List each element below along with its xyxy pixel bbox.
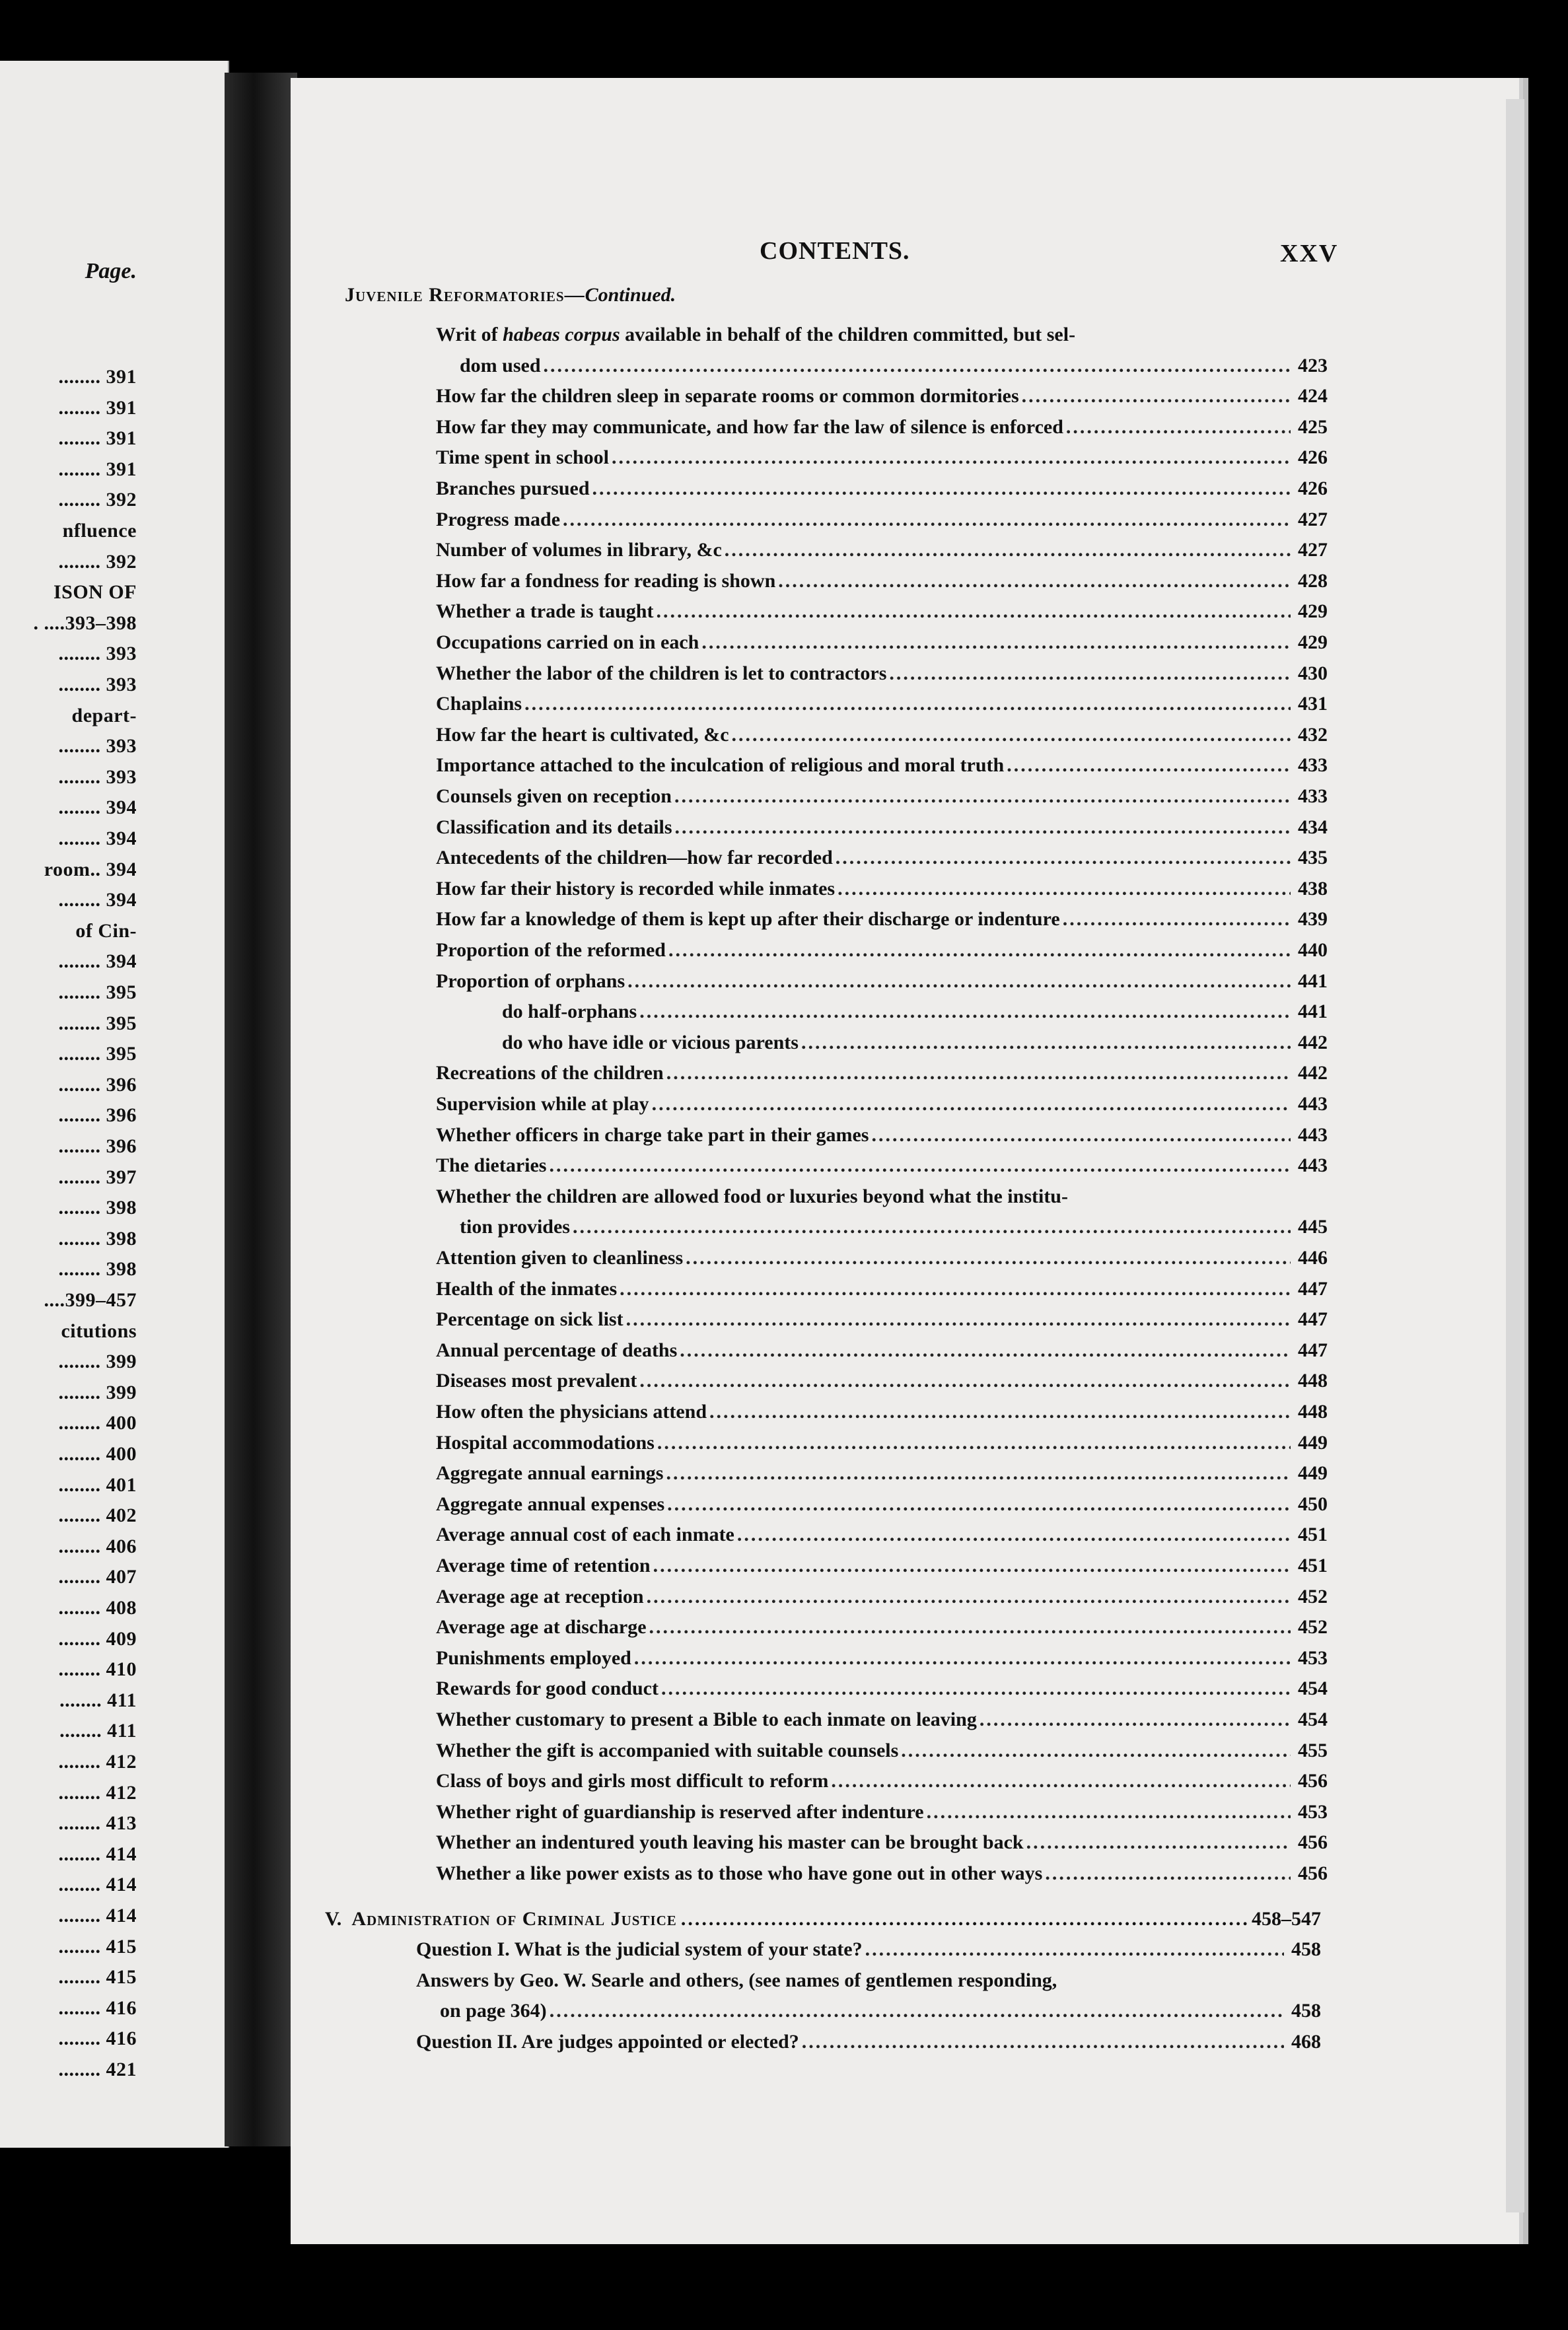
toc-entry-page: 448 — [1298, 1370, 1328, 1392]
left-page-line: ........ 415 — [58, 1966, 137, 1989]
leader-dots — [627, 970, 1291, 993]
toc-entry-page: 455 — [1298, 1739, 1328, 1761]
section-heading-continued: Continued. — [585, 284, 676, 306]
toc-entry-page: 442 — [1298, 1062, 1328, 1084]
left-page-line: ........ 411 — [59, 1689, 137, 1711]
toc-entry — [436, 1862, 1328, 1885]
toc-entry-page: 451 — [1298, 1555, 1328, 1576]
section-v-heading — [325, 1908, 1321, 1930]
left-page-line: ........ 391 — [58, 396, 137, 419]
toc-entry — [436, 1062, 1328, 1084]
toc-entry-page: 452 — [1298, 1616, 1328, 1639]
leader-dots — [612, 446, 1291, 469]
toc-entry-label: Whether a like power exists as to those who have gone out in other ways — [436, 1862, 1043, 1884]
toc-entry — [436, 477, 1328, 500]
toc-entry-label: How often the physicians attend — [436, 1401, 707, 1423]
toc-entry-page: 447 — [1298, 1339, 1328, 1361]
toc-entry — [460, 1216, 1328, 1238]
left-page-header: Page. — [85, 259, 137, 283]
toc-entry-label: Classification and its details — [436, 816, 672, 838]
left-page-line: ........ 395 — [58, 981, 137, 1003]
left-page-line: ........ 400 — [58, 1443, 137, 1465]
left-page-line: ........ 416 — [58, 1996, 137, 2019]
left-page-line: ........ 416 — [58, 2028, 137, 2050]
toc-entry — [436, 1647, 1328, 1670]
leader-dots — [549, 1154, 1291, 1177]
toc-entry — [436, 631, 1328, 654]
toc-entry-label: Whether customary to present a Bible to each inmate on leaving — [436, 1709, 977, 1730]
leader-dots — [802, 2031, 1284, 2053]
toc-entry-page: 442 — [1298, 1031, 1328, 1053]
leader-dots — [544, 355, 1291, 377]
toc-entry-label: Whether the labor of the children is let to contractors — [436, 662, 887, 684]
leader-dots — [647, 1586, 1291, 1608]
left-page-line: ........ 392 — [58, 550, 137, 573]
leader-dots — [674, 785, 1291, 808]
left-page-line: ........ 414 — [58, 1843, 137, 1865]
leader-dots — [620, 1278, 1291, 1300]
toc-entry-label: Whether right of guardianship is reserved after indenture — [436, 1800, 924, 1823]
toc-entry — [416, 1938, 1321, 1961]
left-page-line: ........ 410 — [58, 1658, 137, 1681]
toc-entry-page: 468 — [1291, 2030, 1321, 2053]
left-page-line: ........ 395 — [58, 1012, 137, 1034]
toc-entry — [436, 600, 1328, 623]
toc-entry-label: Average age at discharge — [436, 1616, 647, 1639]
toc-entry-label: Whether the gift is accompanied with suitable counsels — [436, 1739, 899, 1761]
leader-dots — [927, 1801, 1291, 1823]
left-page — [0, 61, 229, 2148]
left-page-line: ISON OF — [53, 581, 137, 604]
leader-dots — [680, 1339, 1291, 1362]
toc-entry-label: do who have idle or vicious parents — [502, 1031, 799, 1053]
toc-entry-page: 431 — [1298, 693, 1328, 715]
toc-entry-label: Progress made — [436, 508, 561, 530]
leader-dots — [657, 1432, 1291, 1454]
left-page-line: . ....393–398 — [33, 612, 137, 634]
leader-dots — [686, 1247, 1291, 1269]
toc-entry-continuation: tion provides — [460, 1216, 570, 1238]
left-page-line: ........ 397 — [58, 1166, 137, 1188]
page-edge — [1506, 99, 1524, 2212]
toc-entry-page: 454 — [1298, 1677, 1328, 1700]
toc-entry-page: 441 — [1298, 1001, 1328, 1023]
left-page-line: ........ 394 — [58, 889, 137, 911]
toc-entry-page: 430 — [1298, 662, 1328, 684]
left-page-line: depart- — [71, 704, 137, 726]
left-page-line: ........ 414 — [58, 1874, 137, 1896]
toc-entry — [436, 1401, 1328, 1423]
toc-entry-page: 451 — [1298, 1524, 1328, 1546]
toc-entry — [436, 1524, 1328, 1546]
left-page-line: ........ 398 — [58, 1197, 137, 1219]
toc-entry-page: 449 — [1298, 1462, 1328, 1485]
toc-entry-label: Diseases most prevalent — [436, 1370, 637, 1392]
toc-entry — [436, 724, 1328, 746]
leader-dots — [666, 1062, 1291, 1084]
left-page-line: ........ 394 — [58, 796, 137, 819]
toc-entry-page: 433 — [1298, 754, 1328, 777]
toc-entry — [436, 693, 1328, 715]
toc-entry-label: Health of the inmates — [436, 1277, 618, 1300]
left-page-line: ........ 391 — [58, 427, 137, 450]
toc-entry-label: Average age at reception — [436, 1585, 644, 1607]
toc-entry — [436, 1093, 1328, 1115]
toc-entry-page: 441 — [1298, 970, 1328, 992]
leader-dots — [1007, 754, 1291, 777]
toc-entry-page: 449 — [1298, 1431, 1328, 1454]
left-page-line: citutions — [61, 1320, 137, 1342]
toc-entry-label: Aggregate annual expenses — [436, 1493, 665, 1515]
leader-dots — [524, 693, 1291, 715]
leader-dots — [1026, 1831, 1291, 1854]
toc-entry — [436, 1308, 1328, 1331]
toc-entry-label: Percentage on sick list — [436, 1308, 624, 1331]
left-page-line: ........ 400 — [58, 1412, 137, 1434]
leader-dots — [1022, 385, 1291, 407]
toc-entry — [436, 539, 1328, 561]
toc-entry — [436, 908, 1328, 931]
left-page-line: ........ 395 — [58, 1043, 137, 1065]
toc-entry — [436, 939, 1328, 962]
toc-entry-page: 453 — [1298, 1646, 1328, 1669]
toc-entry — [436, 446, 1328, 469]
toc-entry-continuation: on page 364) — [440, 2000, 547, 2022]
left-page-line: ........ 393 — [58, 765, 137, 788]
toc-entry-label: Question II. Are judges appointed or elected? — [416, 2030, 799, 2053]
toc-entry-label: Punishments employed — [436, 1646, 631, 1669]
toc-entry — [436, 1370, 1328, 1392]
left-page-line: ........ 396 — [58, 1073, 137, 1096]
toc-entry-page: 428 — [1298, 569, 1328, 592]
toc-entry-page: 424 — [1298, 385, 1328, 407]
toc-entry-page: 458 — [1291, 2000, 1321, 2022]
toc-entry-label: do half-orphans — [502, 1001, 637, 1023]
toc-entry-page: 456 — [1298, 1862, 1328, 1884]
left-page-line: ........ 399 — [58, 1351, 137, 1373]
toc-entry-label: How far a fondness for reading is shown — [436, 569, 776, 592]
left-page-line: room.. 394 — [44, 858, 137, 880]
toc-entry-label: Supervision while at play — [436, 1093, 649, 1115]
toc-entry — [436, 1616, 1328, 1639]
left-page-line: ........ 393 — [58, 643, 137, 665]
toc-entry-page: 427 — [1298, 508, 1328, 530]
toc-entry-page: 447 — [1298, 1308, 1328, 1331]
left-page-line: ........ 391 — [58, 458, 137, 480]
toc-entry-label: Average annual cost of each inmate — [436, 1524, 734, 1546]
toc-entry-page: 440 — [1298, 939, 1328, 961]
page-title: CONTENTS. — [760, 237, 910, 265]
toc-entry — [436, 1586, 1328, 1608]
toc-entry — [436, 1462, 1328, 1485]
toc-entry-page: 433 — [1298, 785, 1328, 807]
toc-entry-page: 458 — [1291, 1938, 1321, 1960]
toc-entry-label: Attention given to cleanliness — [436, 1247, 684, 1269]
leader-dots — [649, 1616, 1291, 1639]
toc-entry — [436, 1709, 1328, 1731]
left-page-line: ........ 413 — [58, 1812, 137, 1835]
toc-entry-page: 456 — [1298, 1770, 1328, 1792]
section-heading-main: Juvenile Reformatories— — [345, 284, 585, 306]
toc-entry-label: Rewards for good conduct — [436, 1677, 659, 1700]
left-page-line: ........ 412 — [58, 1781, 137, 1804]
toc-entry — [436, 970, 1328, 993]
left-page-line: ........ 399 — [58, 1381, 137, 1403]
leader-dots — [980, 1709, 1291, 1731]
toc-entry — [436, 1801, 1328, 1823]
toc-entry-label: How far a knowledge of them is kept up after their discharge or indenture — [436, 908, 1060, 931]
toc-entry-page: 435 — [1298, 847, 1328, 869]
toc-entry — [436, 878, 1328, 900]
page-number: XXV — [1280, 240, 1339, 267]
toc-entry-page: 429 — [1298, 600, 1328, 623]
leader-dots — [563, 509, 1291, 531]
leader-dots — [725, 539, 1291, 561]
toc-entry — [436, 1555, 1328, 1577]
leader-dots — [1045, 1862, 1291, 1885]
left-page-line: ........ 401 — [58, 1473, 137, 1496]
toc-entry — [416, 2031, 1321, 2053]
toc-entry-page: 443 — [1298, 1093, 1328, 1115]
leader-dots — [667, 1493, 1291, 1516]
toc-entry-page: 426 — [1298, 477, 1328, 499]
toc-entry-continuation: dom used — [460, 354, 541, 376]
toc-entry-page: 439 — [1298, 908, 1328, 931]
toc-entry-label: Whether a trade is taught — [436, 600, 654, 623]
toc-entry — [436, 416, 1328, 439]
toc-entry-label: Time spent in school — [436, 446, 609, 469]
leader-dots — [709, 1401, 1291, 1423]
toc-entry-label: Question I. What is the judicial system of your state? — [416, 1938, 863, 1960]
toc-entry-label: Branches pursued — [436, 477, 590, 499]
left-page-line: ........ 398 — [58, 1258, 137, 1281]
left-page-line: ........ 402 — [58, 1504, 137, 1527]
toc-entry — [436, 509, 1328, 531]
leader-dots — [666, 1462, 1291, 1485]
toc-entry — [436, 1278, 1328, 1300]
toc-entry-label: Aggregate annual earnings — [436, 1462, 664, 1485]
toc-entry — [436, 385, 1328, 407]
leader-dots — [831, 1770, 1291, 1792]
leader-dots — [550, 2000, 1284, 2022]
leader-dots — [626, 1308, 1291, 1331]
leader-dots — [836, 847, 1291, 869]
toc-entry-page: 423 — [1298, 354, 1328, 376]
leader-dots — [592, 477, 1291, 500]
toc-entry-label: Writ of habeas corpus available in behalf of the children committed, but sel- — [436, 324, 1076, 345]
leader-dots — [652, 1093, 1291, 1115]
toc-entry-label: How far the heart is cultivated, &c — [436, 723, 729, 746]
toc-entry-page: 432 — [1298, 723, 1328, 746]
toc-entry — [436, 1154, 1328, 1177]
toc-entry — [436, 1124, 1328, 1147]
toc-entry-label: How far their history is recorded while inmates — [436, 877, 836, 900]
toc-entry — [440, 2000, 1321, 2022]
leader-dots — [573, 1216, 1291, 1238]
toc-entry-label: Whether the children are allowed food or luxuries beyond what the institu- — [436, 1185, 1068, 1207]
toc-entry-page: 443 — [1298, 1154, 1328, 1177]
toc-entry-label: Occupations carried on in each — [436, 631, 699, 653]
toc-entry-label: How far the children sleep in separate rooms or common dormitories — [436, 385, 1019, 407]
left-page-line: ........ 408 — [58, 1597, 137, 1619]
leader-dots — [1066, 416, 1291, 439]
toc-entry-page: 445 — [1298, 1216, 1328, 1238]
section-v-pages: 458–547 — [1252, 1908, 1321, 1930]
toc-entry-page: 453 — [1298, 1800, 1328, 1823]
leader-dots — [865, 1938, 1284, 1961]
left-page-line: ........ 394 — [58, 950, 137, 973]
toc-entry — [436, 754, 1328, 777]
toc-entry-label: Annual percentage of deaths — [436, 1339, 678, 1361]
toc-entry-page: 438 — [1298, 877, 1328, 900]
toc-entry-page: 450 — [1298, 1493, 1328, 1515]
leader-dots — [675, 816, 1291, 839]
left-page-line: ........ 393 — [58, 674, 137, 695]
toc-entry-label: Class of boys and girls most difficult to reform — [436, 1770, 829, 1792]
left-page-line: ........ 392 — [58, 489, 137, 511]
toc-entry-label: Whether an indentured youth leaving his master can be brought back — [436, 1831, 1024, 1854]
leader-dots — [639, 1370, 1291, 1392]
toc-entry — [502, 1001, 1328, 1023]
section-v-title: Administration of Criminal Justice — [351, 1908, 677, 1930]
left-page-line: ........ 396 — [58, 1104, 137, 1127]
toc-entry-page: 448 — [1298, 1401, 1328, 1423]
toc-entry-label: Importance attached to the inculcation of religious and moral truth — [436, 754, 1005, 777]
toc-entry-label: Answers by Geo. W. Searle and others, (see names of gentlemen responding, — [416, 1969, 1057, 1991]
toc-entry-page: 447 — [1298, 1277, 1328, 1300]
toc-entry — [436, 570, 1328, 592]
leader-dots — [837, 878, 1291, 900]
toc-entry-label: Recreations of the children — [436, 1062, 664, 1084]
leader-dots — [889, 662, 1291, 685]
leader-dots — [901, 1740, 1291, 1762]
left-page-line: ........ 396 — [58, 1135, 137, 1157]
toc-entry-page: 434 — [1298, 816, 1328, 838]
toc-entry-page: 427 — [1298, 539, 1328, 561]
leader-dots — [653, 1555, 1291, 1577]
toc-entry — [436, 1677, 1328, 1700]
toc-entry-page: 446 — [1298, 1247, 1328, 1269]
toc-entry-label: Proportion of the reformed — [436, 939, 666, 961]
leader-dots — [732, 724, 1291, 746]
left-page-line: ........ 415 — [58, 1935, 137, 1958]
toc-entry-page: 429 — [1298, 631, 1328, 653]
toc-entry — [502, 1032, 1328, 1054]
left-page-line: ........ 411 — [59, 1720, 137, 1742]
left-page-line: ........ 414 — [58, 1905, 137, 1926]
leader-dots — [778, 570, 1291, 592]
leader-dots — [681, 1908, 1248, 1930]
toc-entry — [460, 355, 1328, 377]
leader-dots — [701, 631, 1291, 654]
toc-entry-label: Proportion of orphans — [436, 970, 625, 992]
left-page-line: ........ 391 — [58, 366, 137, 388]
left-page-line: of Cin- — [75, 919, 137, 942]
left-page-line: ........ 394 — [58, 828, 137, 849]
toc-entry — [436, 816, 1328, 839]
left-page-line: ........ 398 — [58, 1227, 137, 1250]
left-page-line: ....399–457 — [44, 1289, 137, 1311]
section-heading — [345, 284, 676, 306]
left-page-line: ........ 393 — [58, 735, 137, 758]
toc-entry-page: 443 — [1298, 1123, 1328, 1146]
toc-entry-label: The dietaries — [436, 1154, 547, 1177]
toc-entry-page: 456 — [1298, 1831, 1328, 1854]
toc-entry-label: Average time of retention — [436, 1555, 651, 1576]
section-v-numeral: V. — [325, 1908, 342, 1930]
toc-entry — [436, 785, 1328, 808]
toc-entry-label: Whether officers in charge take part in their games — [436, 1123, 869, 1146]
toc-entry-label: Hospital accommodations — [436, 1431, 655, 1454]
toc-entry — [436, 1770, 1328, 1792]
toc-entry-label: Chaplains — [436, 693, 522, 715]
toc-entry — [436, 1432, 1328, 1454]
leader-dots — [801, 1032, 1291, 1054]
toc-entry-page: 452 — [1298, 1585, 1328, 1607]
toc-entry — [436, 1247, 1328, 1269]
toc-entry-label: Antecedents of the children—how far recorded — [436, 847, 833, 869]
left-page-line: ........ 421 — [58, 2059, 137, 2080]
leader-dots — [661, 1677, 1291, 1700]
toc-entry-label: Counsels given on reception — [436, 785, 672, 807]
leader-dots — [871, 1124, 1291, 1147]
leader-dots — [634, 1647, 1291, 1670]
left-page-line: ........ 406 — [58, 1535, 137, 1557]
leader-dots — [737, 1524, 1291, 1546]
leader-dots — [668, 939, 1291, 962]
toc-entry-page: 454 — [1298, 1709, 1328, 1730]
left-page-line: ........ 407 — [58, 1566, 137, 1588]
toc-entry — [436, 1831, 1328, 1854]
leader-dots — [656, 600, 1291, 623]
toc-entry — [436, 1740, 1328, 1762]
leader-dots — [1063, 908, 1291, 931]
toc-entry-label: How far they may communicate, and how far the law of silence is enforced — [436, 415, 1063, 438]
toc-entry — [436, 662, 1328, 685]
toc-entry — [436, 1493, 1328, 1516]
left-page-line: ........ 409 — [58, 1627, 137, 1650]
book-gutter — [225, 73, 297, 2146]
left-page-line: ........ 412 — [58, 1751, 137, 1773]
toc-entry — [436, 847, 1328, 869]
toc-entry-page: 426 — [1298, 446, 1328, 469]
toc-entry — [436, 1339, 1328, 1362]
toc-entry-page: 425 — [1298, 415, 1328, 438]
leader-dots — [639, 1001, 1291, 1023]
left-page-line: nfluence — [62, 520, 137, 542]
toc-entry-label: Number of volumes in library, &c — [436, 539, 722, 561]
